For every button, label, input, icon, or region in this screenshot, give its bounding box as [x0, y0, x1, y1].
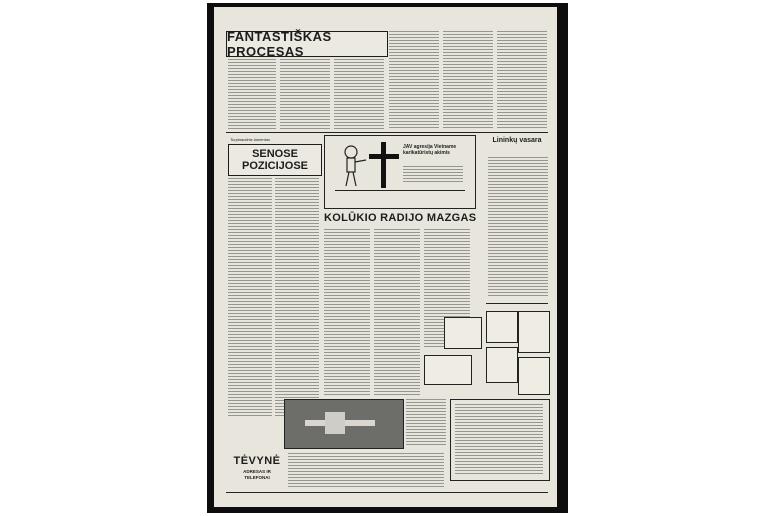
cartoon-box [324, 135, 476, 209]
column-rule [226, 132, 548, 133]
cartoon-caption [403, 166, 463, 182]
notice-box [444, 317, 482, 349]
soldier-icon [339, 144, 367, 188]
notice-box [486, 311, 518, 343]
cartoon-cross [381, 142, 386, 188]
headline-lininkiu-text: Lininkų vasara [492, 137, 542, 144]
masthead-title: TĖVYNĖ [233, 455, 281, 467]
kicker-senose: Turpinantinis lamentas [230, 137, 270, 142]
article-text [389, 31, 439, 129]
article-text [334, 59, 384, 129]
headline-senose [228, 144, 322, 176]
cartoon-figure [339, 144, 367, 188]
article-text [497, 31, 547, 129]
notice-box [518, 357, 550, 395]
bottom-notice [450, 399, 550, 481]
airplane-wing [325, 412, 345, 434]
headline-fantastiskas-text: FANTASTIŠKAS PROCESAS [227, 29, 332, 59]
cartoon-title: JAV agresija Vietname karikatūristų akimis [403, 144, 457, 156]
article-text [228, 178, 272, 418]
article-text [374, 229, 420, 397]
headline-kolukio [324, 212, 477, 224]
photo-caption [406, 399, 446, 445]
column-rule [486, 303, 548, 304]
article-text [275, 178, 319, 418]
headline-kolukio-text: KOLŪKIO RADIJO MAZGAS [324, 212, 477, 224]
masthead-info [288, 453, 444, 487]
headline-fantastiskas [226, 31, 388, 57]
headline-senose-text: SENOSE POZICIJOSE [241, 148, 309, 172]
photo-airplane [284, 399, 404, 449]
notice-box [518, 311, 550, 353]
masthead-subtitle: ADRESAS IR TELEFONAI [243, 469, 271, 480]
article-text [280, 59, 330, 129]
headline-lininkiu [486, 137, 548, 145]
article-text [488, 157, 548, 297]
masthead [230, 455, 284, 481]
notice-text [455, 404, 543, 474]
notice-box [486, 347, 518, 383]
cartoon-ground [335, 190, 465, 191]
cartoon-cross-bar [369, 154, 399, 159]
notice-box [424, 355, 472, 385]
article-text [324, 229, 370, 397]
article-text [228, 59, 276, 129]
article-text [443, 31, 493, 129]
bottom-rule [226, 492, 548, 493]
newspaper-page [214, 7, 557, 507]
